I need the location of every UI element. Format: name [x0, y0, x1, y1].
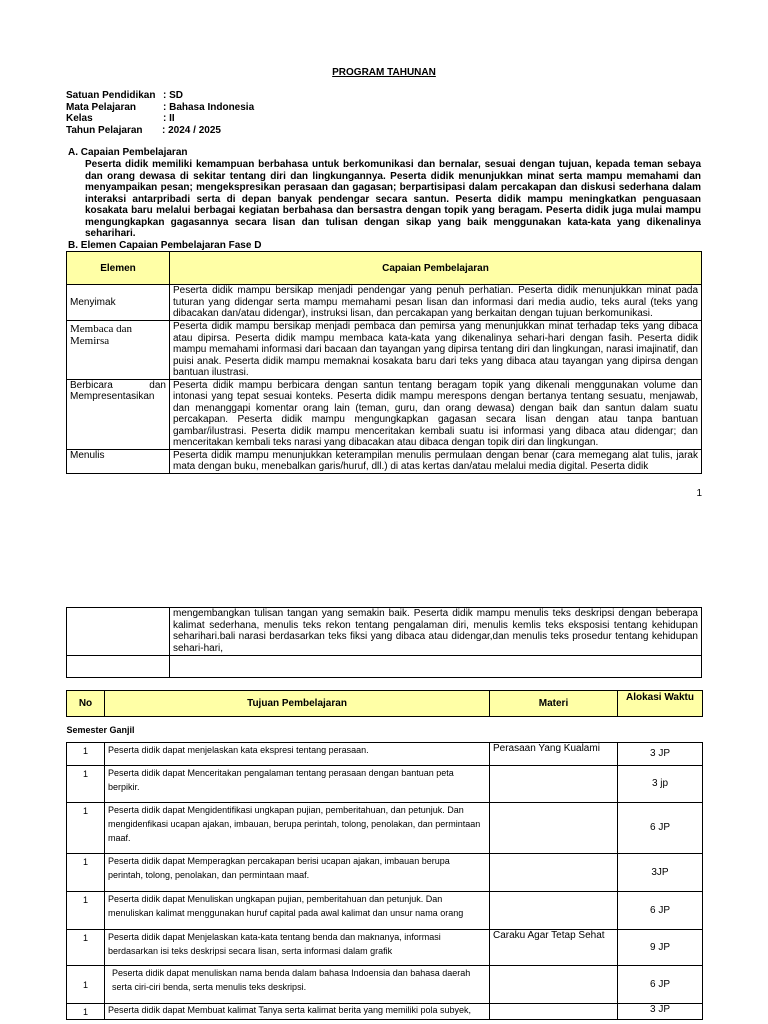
- alokasi-cell: 3JP: [618, 854, 703, 892]
- table-row: [67, 449, 702, 473]
- tujuan-cell: Peserta didik dapat menuliskan nama benda dalam bahasa Indoensia dan bahasa daerah serta ciri-ciri benda, serta menulis teks deskripsi.: [105, 966, 490, 1004]
- tujuan-cell: Peserta didik dapat Membuat kalimat Tanya serta kalimat berita yang memiliki pola subyek,: [105, 1004, 490, 1020]
- materi-cell: [490, 892, 618, 930]
- tujuan-cell: Peserta didik dapat menjelaskan kata ekspresi tentang perasaan.: [105, 743, 490, 766]
- section-b-heading: B. Elemen Capaian Pembelajaran Fase D: [68, 240, 262, 251]
- table-row: [67, 743, 703, 766]
- tujuan-cell: Peserta didik dapat Menceritakan pengalaman tentang perasaan dengan bantuan peta berpikir.: [105, 766, 490, 803]
- alokasi-cell: 3 jp: [618, 766, 703, 803]
- page-number: 1: [696, 488, 702, 499]
- meta-row: [66, 90, 254, 102]
- tujuan-cell: Peserta didik dapat Memperagkan percakapan berisi ucapan ajakan, imbauan berupa perintah, tolong, penolakan, dan permintaan maaf.: [105, 854, 490, 892]
- capaian-cell: Peserta didik mampu berbicara dengan santun tentang beragam topik yang dikenali menggunakan volume dan intonasi yang tepat sesuai konteks. Peserta didik mampu merespons dengan bertanya tentang sesuatu, menjawab, dan menanggapi komentar orang lain (teman, guru, dan orang dewasa) dengan baik dan santun dalam suatu percakapan. Peserta didik mampu mengungkapkan gagasan secara lisan dengan atau tanpa bantuan gambar/ilustrasi. Peserta didik mampu menceritakan kembali suatu isi informasi yang dibaca atau didengar; dan menceritakan kembali teks narasi yang dibacakan atau dibaca dengan topik diri dan lingkungan.: [170, 379, 702, 449]
- capaian-paragraph: Peserta didik memiliki kemampuan berbahasa untuk berkomunikasi dan bernalar, sesuai dengan tujuan, kepada teman sebaya dan orang dewasa di sekitar tentang diri dan lingkungannya. Peserta didik menunjukkan minat serta mampu memahami dan menyampaikan pesan; mengekspresikan perasaan dan gagasan; berpartisipasi dalam percakapan dan diskusi sederhana dalam interaksi antarpribadi serta di depan banyak pendengar secara santun. Peserta didik mampu meningkatkan penguasaan kosakata baru melalui berbagai kegiatan berbahasa dan bersastra dengan topik yang beragam. Peserta didik juga mulai mampu mengungkapkan gagasannya secara lisan dan tulisan dengan sikap yang baik menggunakan kata-kata yang dikenalinya seharihari.: [85, 159, 701, 239]
- col-header-materi: Materi: [490, 691, 618, 717]
- table-row: [67, 766, 703, 803]
- materi-cell: Perasaan Yang Kualami: [490, 743, 618, 766]
- table-row: [67, 930, 703, 966]
- capaian-cell: mengembangkan tulisan tangan yang semakin baik. Peserta didik mampu menulis teks deskripsi dengan beberapa kalimat sederhana, menulis teks rekon tentang pengalaman diri, menulis kemlis teks eksposisi tentang kehidupan seharihari.bali narasi berdasarkan teks fiksi yang dibaca atau didengar,dan menulis teks prosedur tentang kehidupan sehari-hari,: [170, 608, 702, 656]
- capaian-cell: Peserta didik mampu bersikap menjadi pembaca dan pemirsa yang menunjukkan minat terhadap teks yang dibaca atau dipirsa. Peserta didik mampu membaca kata-kata yang dikenalinya sehari-hari dengan fasih. Peserta didik mampu memahami informasi dari bacaan dan tayangan yang dipirsa tentang diri dan lingkungan, narasi imajinatif, dan puisi anak. Peserta didik mampu memaknai kosakata baru dari teks yang dibaca atau tayangan yang dipirsa dengan bantuan ilustrasi.: [170, 321, 702, 380]
- alokasi-cell: 6 JP: [618, 803, 703, 854]
- meta-label: Satuan Pendidikan: [66, 90, 156, 101]
- semester-row: [67, 717, 703, 743]
- table-row: [67, 892, 703, 930]
- no-cell: 1: [67, 966, 105, 1004]
- table-header-row: [67, 691, 703, 717]
- alokasi-cell: 6 JP: [618, 892, 703, 930]
- table-row: [67, 803, 703, 854]
- elemen-table-continued: [66, 607, 702, 678]
- col-header-tujuan: Tujuan Pembelajaran: [105, 691, 490, 717]
- table-row: [67, 321, 702, 380]
- tujuan-table: [66, 690, 703, 1020]
- no-cell: 1: [67, 803, 105, 854]
- elemen-cell: [67, 608, 170, 656]
- no-cell: 1: [67, 930, 105, 966]
- capaian-cell: Peserta didik mampu bersikap menjadi pendengar yang penuh perhatian. Peserta didik menunjukkan minat pada tuturan yang didengar serta mampu memahami pesan lisan dan informasi dari media audio, teks aural (teks yang dibacakan dan/atau didengar), instruksi lisan, dan percakapan yang berkaitan dengan tujuan berkomunikasi.: [170, 285, 702, 321]
- table-row: [67, 285, 702, 321]
- semester-label: Semester Ganjil: [67, 717, 703, 743]
- meta-value: : Bahasa Indonesia: [163, 101, 255, 113]
- identity-block: [66, 90, 254, 136]
- elemen-cell: Menulis: [67, 449, 170, 473]
- col-header-capaian: Capaian Pembelajaran: [170, 252, 702, 285]
- table-row: [67, 854, 703, 892]
- materi-cell: [490, 854, 618, 892]
- meta-value: : 2024 / 2025: [162, 124, 221, 136]
- tujuan-cell: Peserta didik dapat Mengidentifikasi ungkapan pujian, pemberitahuan, dan petunjuk. Dan mengidenfikasi ucapan ajakan, imbauan, berupa perintah, tolong, penolakan, dan permintaan maaf.: [105, 803, 490, 854]
- empty-cell: [67, 656, 170, 678]
- table-row: [67, 608, 702, 656]
- meta-value: : SD: [163, 90, 183, 101]
- meta-value: : II: [163, 113, 175, 124]
- elemen-cell: Membaca dan Memirsa: [67, 321, 170, 380]
- no-cell: 1: [67, 892, 105, 930]
- alokasi-cell: 3 JP: [618, 1004, 703, 1020]
- table-row: [67, 966, 703, 1004]
- meta-row: [66, 102, 254, 114]
- materi-cell: [490, 766, 618, 803]
- col-header-alokasi: Alokasi Waktu: [618, 691, 703, 717]
- no-cell: 1: [67, 766, 105, 803]
- table-row: [67, 1004, 703, 1020]
- alokasi-cell: 6 JP: [618, 966, 703, 1004]
- tujuan-cell: Peserta didik dapat Menuliskan ungkapan pujian, pemberitahuan dan petunjuk. Dan menuliskan kalimat menggunakan huruf capital pada awal kalimat dan unsur nama orang: [105, 892, 490, 930]
- meta-row: [66, 125, 254, 137]
- materi-cell: [490, 1004, 618, 1020]
- meta-label: Mata Pelajaran: [66, 101, 137, 113]
- table-header-row: [67, 252, 702, 285]
- elemen-cell: Menyimak: [67, 285, 170, 321]
- capaian-cell: Peserta didik mampu menunjukkan keterampilan menulis permulaan dengan benar (cara memegang alat tulis, jarak mata dengan buku, menebalkan garis/huruf, dll.) di atas kertas dan/atau melalui media digital. Peserta didik: [170, 449, 702, 473]
- elemen-cell: Berbicara dan Mempresentasikan: [67, 379, 170, 449]
- col-header-elemen: Elemen: [67, 252, 170, 285]
- no-cell: 1: [67, 854, 105, 892]
- empty-cell: [170, 656, 702, 678]
- elemen-table: [66, 251, 702, 474]
- section-a-heading: A. Capaian Pembelajaran: [68, 147, 188, 158]
- tujuan-cell: Peserta didik dapat Menjelaskan kata-kata tentang benda dan maknanya, informasi berdasarkan isi teks deskripsi secara lisan, serta informasi dalam grafik: [105, 930, 490, 966]
- meta-row: [66, 113, 254, 125]
- table-row: [67, 379, 702, 449]
- materi-cell: Caraku Agar Tetap Sehat: [490, 930, 618, 966]
- materi-cell: [490, 803, 618, 854]
- alokasi-cell: 9 JP: [618, 930, 703, 966]
- alokasi-cell: 3 JP: [618, 743, 703, 766]
- meta-label: Kelas: [66, 113, 93, 124]
- page-title: PROGRAM TAHUNAN: [332, 67, 436, 78]
- no-cell: 1: [67, 743, 105, 766]
- table-row: [67, 656, 702, 678]
- no-cell: 1: [67, 1004, 105, 1020]
- meta-label: Tahun Pelajaran: [66, 124, 143, 136]
- col-header-no: No: [67, 691, 105, 717]
- materi-cell: [490, 966, 618, 1004]
